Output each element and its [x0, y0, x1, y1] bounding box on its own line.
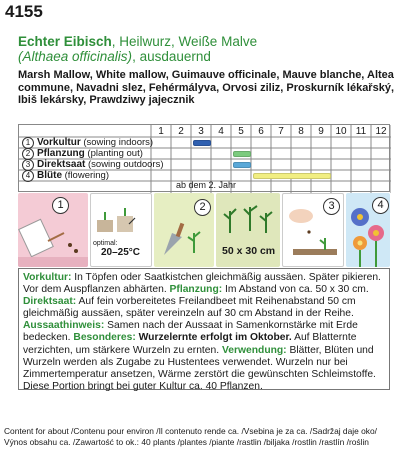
sowing-illustrations [18, 193, 390, 267]
row-activity: Vorkultur [37, 137, 81, 148]
german-name: Echter Eibisch [18, 34, 112, 49]
month-label: 12 [375, 126, 387, 137]
step2-panel [154, 193, 214, 267]
text-besonderes: Wurzelernte erfolgt im Oktober. [135, 332, 292, 344]
spacing-panel [216, 193, 280, 267]
row-activity: Direktsaat [37, 159, 86, 170]
month-label: 2 [178, 126, 184, 137]
row-activity: Blüte [37, 170, 62, 181]
step4-panel [346, 193, 390, 267]
calendar-bar [253, 173, 331, 179]
row-activity-translation: (sowing indoors) [80, 137, 154, 148]
cultivation-description [18, 268, 390, 390]
label-verwendung: Verwendung: [221, 344, 287, 356]
product-title [18, 34, 257, 49]
germination-panel [90, 193, 152, 267]
calendar-bar [233, 162, 251, 168]
other-names: , Heilwurz, Weiße Malve [111, 34, 258, 49]
calendar-note: ab dem 2. Jahr [176, 180, 237, 190]
article-code: 4155 [5, 2, 43, 21]
text-aussaathinweis: Samen nach der Aussaat in Samenkornstärke mit Erde bedecken. [23, 320, 358, 344]
month-label: 1 [158, 126, 164, 137]
label-pflanzung: Pflanzung: [169, 284, 223, 296]
content-footer [4, 426, 377, 447]
step2-number: 2 [194, 199, 211, 216]
text-portion: Diese Portion bringt bei guter Kultur ca. 40 Pflanzen. [23, 380, 263, 392]
calendar-bar [193, 140, 211, 146]
step4-number: 4 [372, 197, 389, 214]
step3-panel [282, 193, 344, 267]
text-pflanzung: Im Abstand von ca. 50 x 30 cm. [222, 284, 369, 296]
row-step-number: 4 [22, 170, 34, 182]
text-verwendung: Blätter, Blüten und Wurzeln werden als Zugabe zu Hustentees verwendet. Wurzeln nur bei Zimmertemperatur ansetzen, Wärme zerstört die gewünschten Schleimstoffe. [23, 344, 376, 380]
row-step-number: 3 [22, 159, 34, 171]
lifespan: , ausdauernd [132, 49, 211, 64]
row-activity-translation: (sowing outdoors) [85, 159, 164, 170]
label-aussaathinweis: Aussaathinweis: [23, 320, 105, 332]
month-label: 11 [355, 126, 367, 137]
step3-number: 3 [323, 198, 340, 215]
row-step-number: 2 [22, 148, 34, 160]
germination-temp: 20–25°C [101, 247, 141, 258]
text-vorkultur: In Töpfen oder Saatkistchen gleichmäßig aussäen. Später pikieren. Vor dem Auspflanzen abhärten. [23, 272, 381, 296]
step1-panel [18, 193, 88, 267]
sowing-calendar [18, 124, 390, 192]
month-label: 5 [238, 126, 244, 137]
calendar-bar [233, 151, 251, 157]
text-blatternte: Auf Blatternte verzichten, um stärkere Wurzeln zu ernten. [23, 332, 357, 356]
month-label: 10 [335, 126, 347, 137]
plant-spacing: 50 x 30 cm [222, 245, 276, 257]
calendar-row-label [22, 170, 109, 182]
footer-line-2: Výnos obsahu ca. /Zawartość to ok.: 40 plants /plantes /piante /rastlin /biljaka /rostlin /rastlín /roślin [4, 436, 369, 447]
latin-name: (Althaea officinalis) [18, 49, 133, 64]
text-direktsaat: Auf fein vorbereitetes Freilandbeet mit Reihenabstand 50 cm gleichmäßig aussäen, später vereinzeln auf 30 cm Abstand in der Reihe. [23, 296, 356, 320]
label-besonderes: Besonderes: [73, 332, 136, 344]
row-activity: Pflanzung [37, 148, 85, 159]
month-label: 7 [278, 126, 284, 137]
month-label: 6 [258, 126, 264, 137]
month-label: 4 [218, 126, 224, 137]
step1-number: 1 [52, 197, 69, 214]
temp-prefix: optimal: [93, 240, 118, 247]
common-names: Marsh Mallow, White mallow, Guimauve officinale, Mauve blanche, Altea commune, Navadni slez, Fehérmályva, Orvosi ziliz, Proskurník lékařský, Ibiš lekársky, Prawdziwy jajecznik [18, 69, 394, 107]
row-step-number: 1 [22, 137, 34, 149]
label-direktsaat: Direktsaat: [23, 296, 77, 308]
footer-line-1: Content for about /Contenu pour environ /Il contenuto rende ca. /Vsebina je za ca. /Sadržaj daje oko/ [4, 426, 377, 436]
month-label: 8 [298, 126, 304, 137]
row-activity-translation: (flowering) [62, 170, 109, 181]
month-label: 9 [318, 126, 324, 137]
month-label: 3 [198, 126, 204, 137]
label-vorkultur: Vorkultur: [23, 272, 72, 283]
row-activity-translation: (planting out) [84, 148, 143, 159]
latin-line [18, 49, 211, 64]
